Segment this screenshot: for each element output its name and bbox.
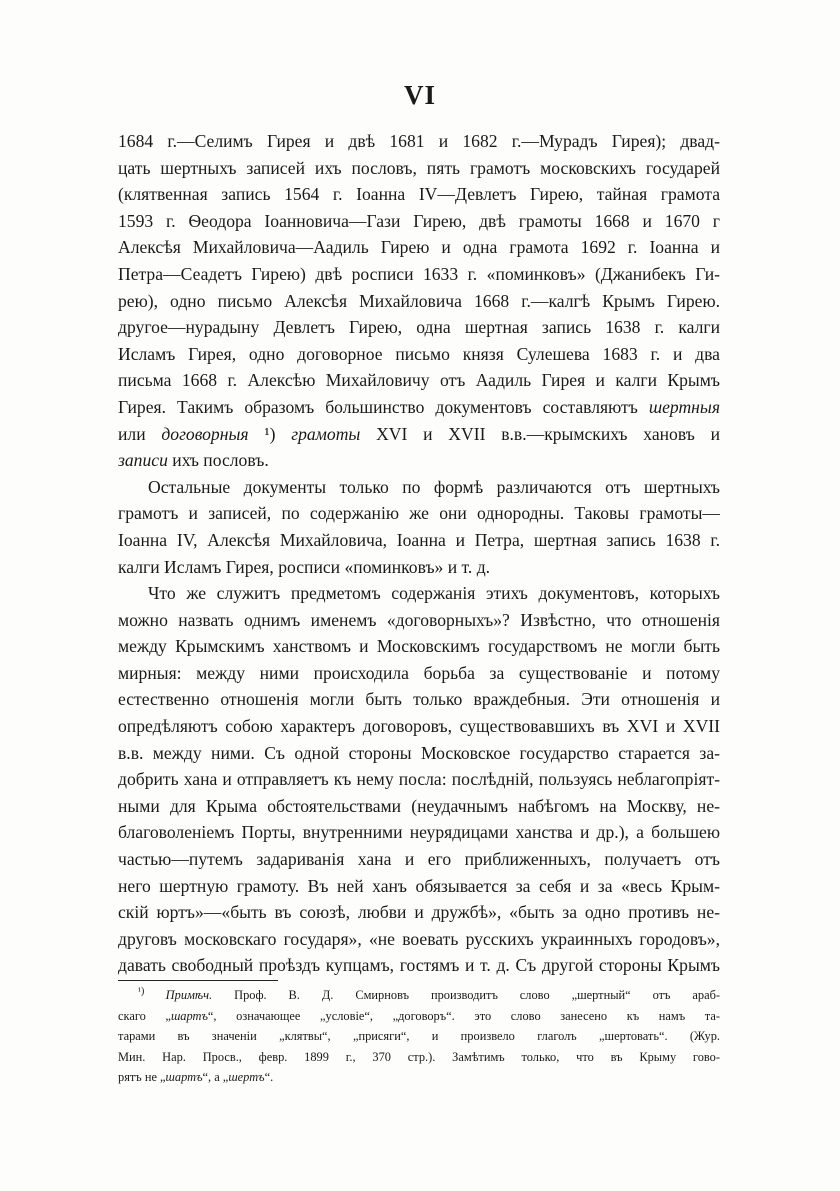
text-line: цать шертныхъ записей ихъ пословъ, пять грамотъ московскихъ государей xyxy=(118,157,720,178)
text-line: рею), одно письмо Алексѣя Михайловича 1668 г.—калгѣ Крымъ Гирею. xyxy=(118,290,720,311)
footnote-line: рятъ не „шартъ“, а „шертъ“. xyxy=(118,1070,274,1084)
text-line: калги Исламъ Гирея, росписи «поминковъ» и т. д. xyxy=(118,556,491,577)
footnote xyxy=(118,985,720,1088)
text-line: скій юртъ»—«быть въ союзѣ, любви и дружбѣ», «быть за одно противъ не- xyxy=(118,902,720,923)
italic-term: шертныя xyxy=(648,396,720,417)
text-line: добрить хана и отправляетъ къ нему посла: послѣдній, пользуясь неблагопріят- xyxy=(118,769,720,790)
footnote-divider xyxy=(118,980,278,981)
text-line: письма 1668 г. Алексѣю Михайловичу отъ Аадиль Гирея и калги Крымъ xyxy=(118,370,720,391)
footnote-line: скаго „шартъ“, означающее „условіе“, „договоръ“. это слово занесено къ намъ та- xyxy=(118,1008,720,1023)
text-line: Что же служитъ предметомъ содержанія этихъ документовъ, которыхъ xyxy=(148,583,720,604)
italic-term: грамоты xyxy=(291,423,361,444)
italic-term: шартъ xyxy=(165,1070,203,1084)
text-line: мирныя: между ними происходила борьба за существованіе и потому xyxy=(118,662,720,683)
footnote-mark: ¹) xyxy=(138,985,166,997)
italic-term: договорныя xyxy=(161,423,249,444)
text-line: другое—нурадыну Девлетъ Гирею, одна шертная запись 1638 г. калги xyxy=(118,317,720,338)
italic-term: Примѣч. xyxy=(165,988,213,1002)
footnote-line: Мин. Нар. Просв., февр. 1899 г., 370 стр.). Замѣтимъ только, что въ Крыму гово- xyxy=(118,1049,720,1064)
text-line: естественно отношенія могли быть только враждебныя. Эти отношенія и xyxy=(118,689,720,710)
italic-term: шертъ xyxy=(228,1070,265,1084)
body-text xyxy=(118,128,720,979)
footnote-line: тарами въ значеніи „клятвы“, „присяги“, и произвело глаголъ „шертовать“. (Жур. xyxy=(118,1029,720,1043)
text-line: можно назвать однимъ именемъ «договорныхъ»? Извѣстно, что отношенія xyxy=(118,609,720,630)
text-line: в.в. между ними. Съ одной стороны Московское государство старается за- xyxy=(118,742,720,763)
text-line: Гирея. Такимъ образомъ большинство документовъ составляютъ шертныя xyxy=(118,396,720,417)
text-line: Остальные документы только по формѣ различаются отъ шертныхъ xyxy=(148,476,720,497)
text-line: или договорныя ¹) грамоты XVI и XVII в.в.—крымскихъ хановъ и xyxy=(118,423,720,444)
text-line: записи ихъ пословъ. xyxy=(118,450,269,471)
paragraph-3 xyxy=(118,580,720,979)
text-line: между Крымскимъ ханствомъ и Московскимъ государствомъ не могли быть xyxy=(118,636,720,657)
italic-term: записи xyxy=(118,450,168,471)
text-line: него шертную грамоту. Въ ней ханъ обязывается за себя и за «весь Крым- xyxy=(118,875,720,896)
text-line: Петра—Сеадетъ Гирею) двѣ росписи 1633 г. «поминковъ» (Джанибекъ Ги- xyxy=(118,263,720,284)
text-line: друговъ московскаго государя», «не воевать русскихъ украинныхъ городовъ», xyxy=(118,928,720,949)
text-line: 1593 г. Ѳеодора Іоанновича—Гази Гирею, двѣ грамоты 1668 и 1670 г xyxy=(118,210,720,231)
text-line: давать свободный проѣздъ купцамъ, гостямъ и т. д. Съ другой стороны Крымъ xyxy=(118,955,720,976)
text-line: благоволеніемъ Порты, внутренними неурядицами ханства и др.), а большею xyxy=(118,822,720,843)
paragraph-2 xyxy=(118,474,720,580)
italic-term: шартъ xyxy=(170,1008,208,1023)
text-line: частью—путемъ задариванія хана и его приближенныхъ, получаетъ отъ xyxy=(118,849,720,870)
text-line: опредѣляютъ собою характеръ договоровъ, существовавшихъ въ XVI и XVII xyxy=(118,716,720,737)
text-line: ными для Крыма обстоятельствами (неудачнымъ набѣгомъ на Москву, не- xyxy=(118,795,720,816)
text-line: Алексѣя Михайловича—Аадиль Гирею и одна грамота 1692 г. Іоанна и xyxy=(118,237,720,258)
text-line: (клятвенная запись 1564 г. Іоанна IV—Девлетъ Гирею, тайная грамота xyxy=(118,184,720,205)
text-line: Іоанна IV, Алексѣя Михайловича, Іоанна и Петра, шертная запись 1638 г. xyxy=(118,529,720,550)
text-line: 1684 г.—Селимъ Гирея и двѣ 1681 и 1682 г.—Мурадъ Гирея); двад- xyxy=(118,131,720,151)
text-line: грамотъ и записей, по содержанію же они однородны. Таковы грамоты— xyxy=(118,503,720,524)
text-line: Исламъ Гирея, одно договорное письмо князя Сулешева 1683 г. и два xyxy=(118,343,720,364)
paragraph-1 xyxy=(118,128,720,474)
footnote-line: $^{^1)}$ Примѣч. Проф. В. Д. Смирновъ производитъ слово „шертный“ отъ араб- xyxy=(138,985,720,1002)
page-number: VI xyxy=(403,80,436,110)
